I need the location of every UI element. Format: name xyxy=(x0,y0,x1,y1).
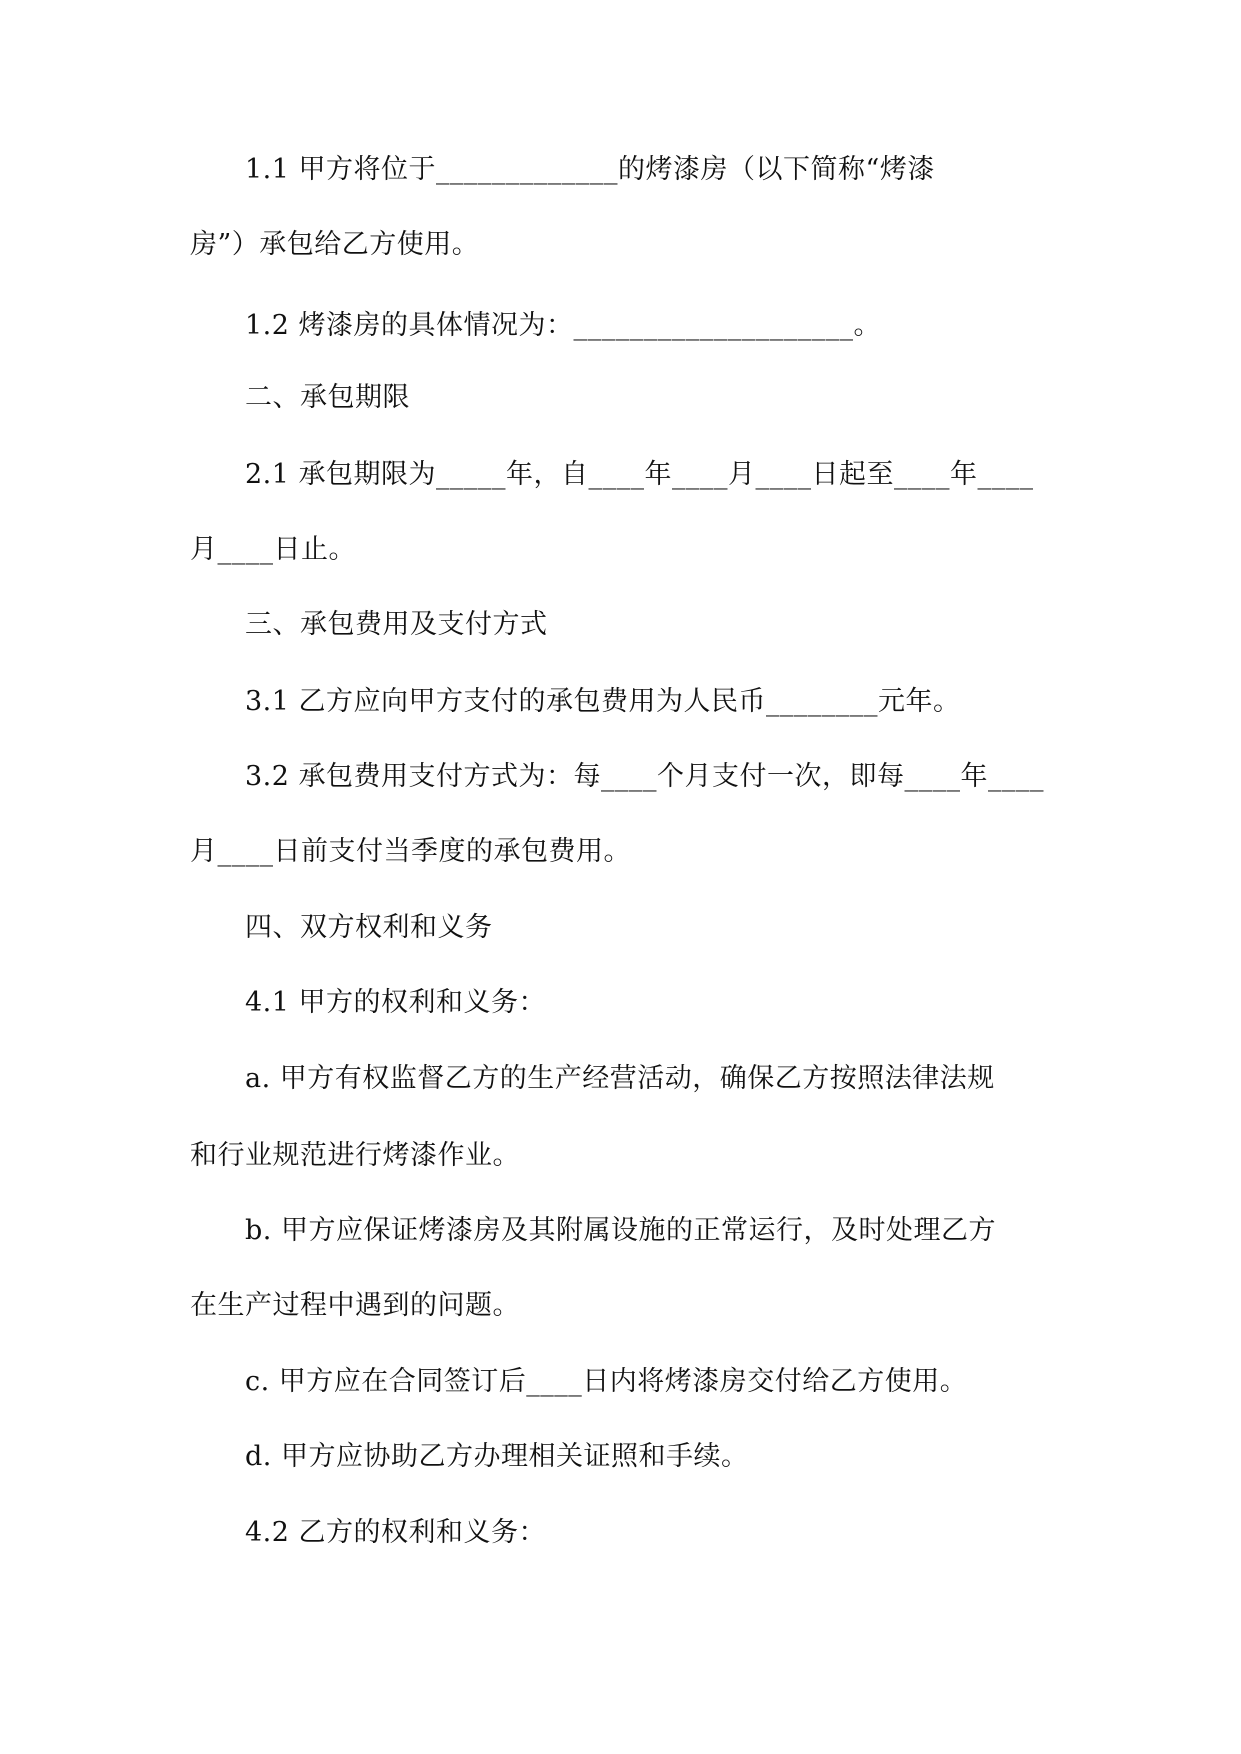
clause-1-1-line-2: 房”）承包给乙方使用。 xyxy=(190,229,480,260)
clause-3-2-line-2: 月____日前支付当季度的承包费用。 xyxy=(190,836,631,867)
clause-3-1: 3.1 乙方应向甲方支付的承包费用为人民币________元年。 xyxy=(245,686,961,717)
item-b-line-1: b. 甲方应保证烤漆房及其附属设施的正常运行，及时处理乙方 xyxy=(245,1215,996,1246)
item-a-line-2: 和行业规范进行烤漆作业。 xyxy=(190,1140,520,1171)
clause-2-1-line-1: 2.1 承包期限为_____年，自____年____月____日起至____年____ xyxy=(245,459,1034,490)
item-a-line-1: a. 甲方有权监督乙方的生产经营活动，确保乙方按照法律法规 xyxy=(245,1063,995,1094)
section-heading-2: 二、承包期限 xyxy=(245,382,410,413)
clause-3-2-line-1: 3.2 承包费用支付方式为：每____个月支付一次，即每____年____ xyxy=(245,761,1045,792)
item-d: d. 甲方应协助乙方办理相关证照和手续。 xyxy=(245,1441,749,1472)
item-b-line-2: 在生产过程中遇到的问题。 xyxy=(190,1290,520,1321)
clause-4-1-heading: 4.1 甲方的权利和义务： xyxy=(245,987,547,1018)
clause-2-1-line-2: 月____日止。 xyxy=(190,534,356,565)
clause-4-2-heading: 4.2 乙方的权利和义务： xyxy=(245,1517,547,1548)
clause-1-1-line-1: 1.1 甲方将位于_____________的烤漆房（以下简称“烤漆 xyxy=(245,154,935,185)
clause-1-2: 1.2 烤漆房的具体情况为：____________________。 xyxy=(245,310,882,341)
section-heading-3: 三、承包费用及支付方式 xyxy=(245,609,548,640)
item-c: c. 甲方应在合同签订后____日内将烤漆房交付给乙方使用。 xyxy=(245,1366,968,1397)
section-heading-4: 四、双方权利和义务 xyxy=(245,912,493,943)
